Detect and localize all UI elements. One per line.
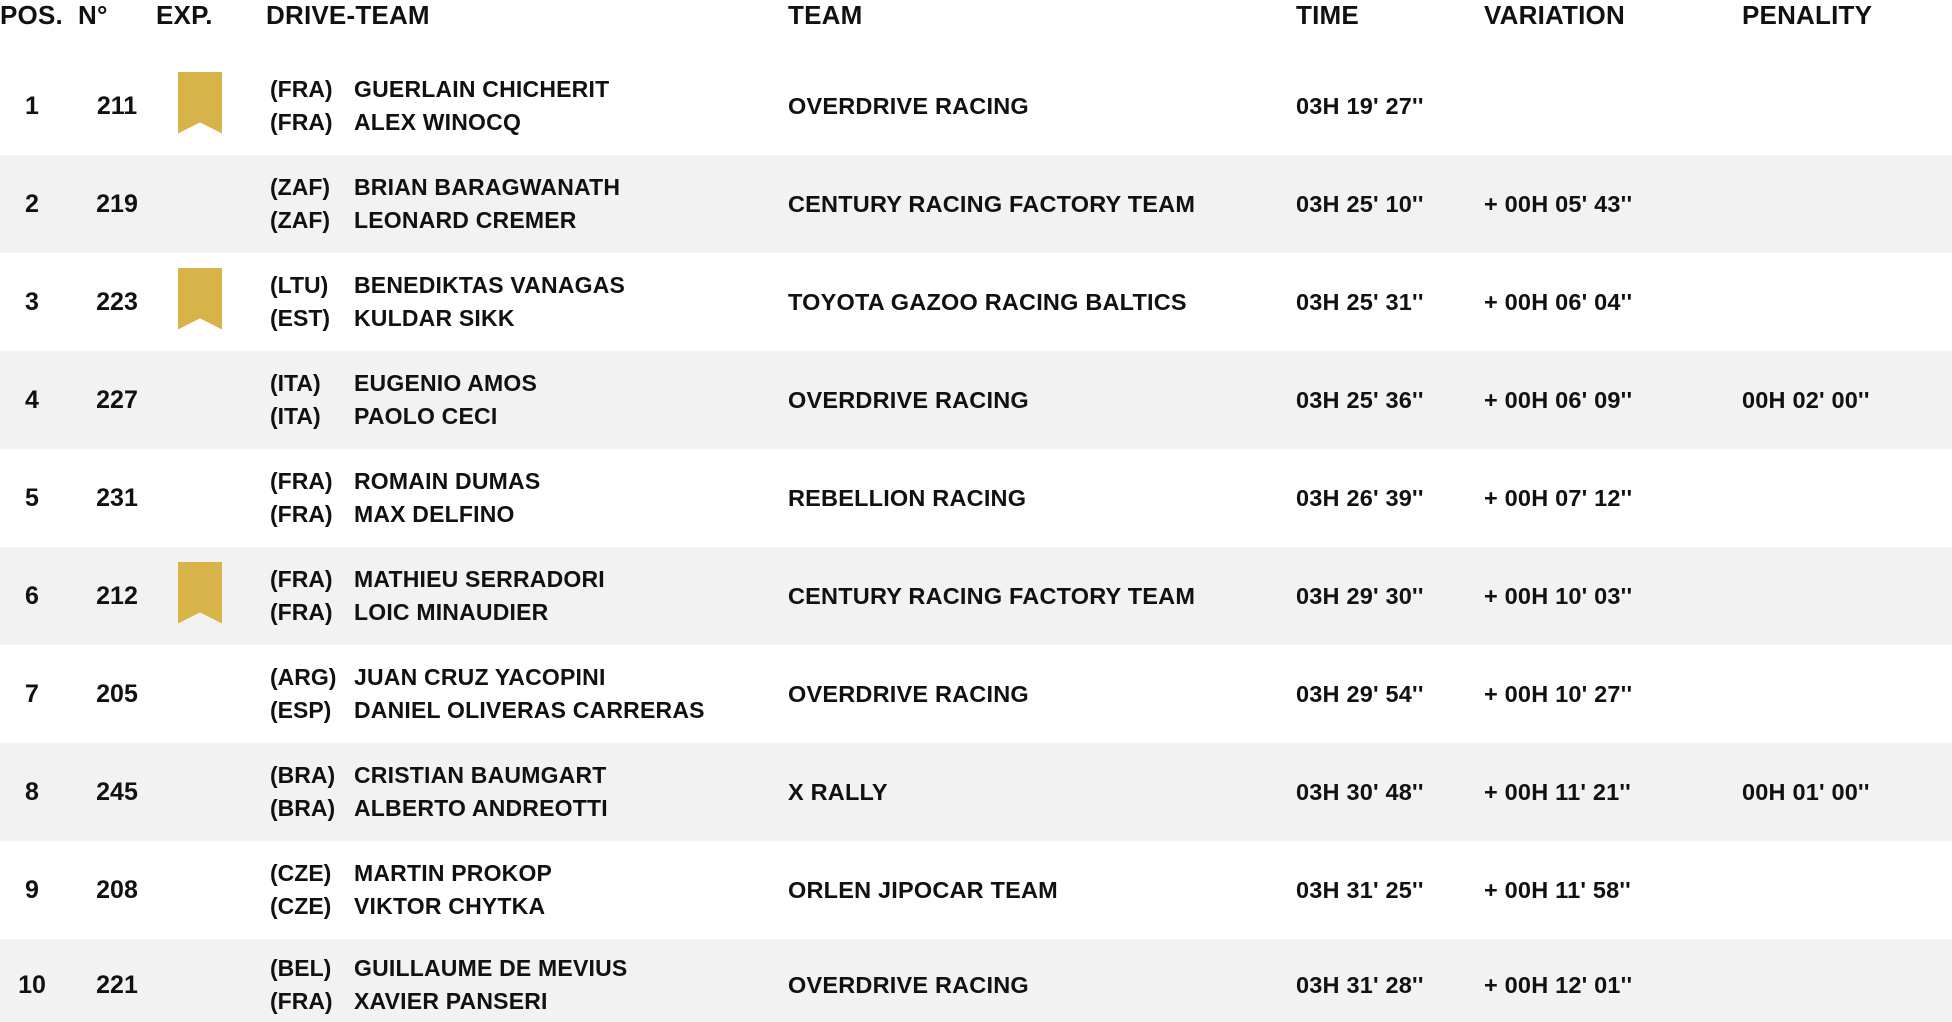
cell-team: CENTURY RACING FACTORY TEAM — [788, 582, 1196, 609]
codriver-name: LOIC MINAUDIER — [354, 599, 549, 625]
driver-nationality: (FRA) — [270, 468, 333, 495]
cell-exp — [156, 155, 266, 253]
codriver-nationality: (CZE) — [270, 893, 332, 919]
cell-time: 03H 31' 25'' — [1296, 876, 1424, 903]
cell-exp — [156, 57, 266, 155]
codriver-line — [270, 694, 788, 727]
experience-flag-icon — [178, 268, 222, 330]
table-row[interactable] — [0, 449, 1952, 547]
cell-number: 231 — [96, 483, 138, 512]
codriver-line — [270, 792, 788, 825]
cell-variation: + 00H 11' 58'' — [1484, 876, 1631, 903]
driver-line — [270, 171, 788, 204]
codriver-nationality: (FRA) — [270, 109, 333, 135]
table-row[interactable] — [0, 841, 1952, 939]
codriver-nationality: (ESP) — [270, 697, 332, 723]
cell-team: CENTURY RACING FACTORY TEAM — [788, 190, 1196, 217]
driver-nationality: (CZE) — [270, 860, 332, 887]
cell-variation: + 00H 12' 01'' — [1484, 971, 1633, 998]
cell-drive-team — [266, 253, 788, 351]
cell-position: 4 — [25, 385, 39, 414]
codriver-name: DANIEL OLIVERAS CARRERAS — [354, 697, 705, 723]
table-body — [0, 57, 1952, 1022]
driver-nationality: (BRA) — [270, 762, 336, 789]
cell-drive-team — [266, 841, 788, 939]
table-row[interactable] — [0, 253, 1952, 351]
codriver-name: VIKTOR CHYTKA — [354, 893, 546, 919]
driver-name: MATHIEU SERRADORI — [354, 566, 605, 593]
codriver-line — [270, 302, 788, 335]
driver-name: CRISTIAN BAUMGART — [354, 762, 607, 789]
cell-time: 03H 30' 48'' — [1296, 778, 1424, 805]
driver-line — [270, 269, 788, 302]
cell-number: 211 — [96, 91, 138, 120]
driver-nationality: (ITA) — [270, 370, 321, 397]
cell-penality — [1742, 547, 1952, 645]
cell-time: 03H 25' 36'' — [1296, 386, 1424, 413]
codriver-name: PAOLO CECI — [354, 403, 498, 429]
driver-line — [270, 952, 788, 985]
driver-nationality: (FRA) — [270, 76, 333, 103]
cell-variation: + 00H 06' 04'' — [1484, 288, 1633, 315]
cell-team: X RALLY — [788, 778, 888, 805]
codriver-name: XAVIER PANSERI — [354, 988, 548, 1014]
cell-number: 223 — [96, 287, 138, 316]
driver-name: EUGENIO AMOS — [354, 370, 538, 397]
cell-time: 03H 25' 10'' — [1296, 190, 1424, 217]
driver-name: ROMAIN DUMAS — [354, 468, 541, 495]
driver-nationality: (ZAF) — [270, 174, 331, 201]
driver-nationality: (LTU) — [270, 272, 329, 299]
cell-variation: + 00H 07' 12'' — [1484, 484, 1633, 511]
cell-time: 03H 19' 27'' — [1296, 92, 1424, 119]
driver-line — [270, 465, 788, 498]
codriver-line — [270, 498, 788, 531]
driver-nationality: (BEL) — [270, 955, 332, 982]
cell-penality — [1742, 155, 1952, 253]
cell-number: 221 — [96, 970, 138, 999]
driver-name: GUERLAIN CHICHERIT — [354, 76, 610, 103]
cell-number: 208 — [96, 875, 138, 904]
cell-drive-team — [266, 547, 788, 645]
cell-position: 2 — [25, 189, 39, 218]
cell-variation: + 00H 05' 43'' — [1484, 190, 1633, 217]
experience-flag-placeholder — [178, 464, 222, 526]
driver-line — [270, 73, 788, 106]
driver-name: MARTIN PROKOP — [354, 860, 553, 887]
codriver-nationality: (FRA) — [270, 501, 333, 527]
cell-exp — [156, 939, 266, 1022]
codriver-line — [270, 985, 788, 1018]
cell-drive-team — [266, 939, 788, 1022]
cell-position: 5 — [25, 483, 39, 512]
driver-name: BRIAN BARAGWANATH — [354, 174, 621, 201]
cell-penality: 00H 02' 00'' — [1742, 386, 1870, 413]
driver-line — [270, 759, 788, 792]
cell-time: 03H 29' 54'' — [1296, 680, 1424, 707]
cell-time: 03H 26' 39'' — [1296, 484, 1424, 511]
column-header-team: TEAM — [788, 0, 863, 30]
column-header-time: TIME — [1296, 0, 1359, 30]
experience-flag-placeholder — [178, 856, 222, 918]
cell-position: 7 — [25, 679, 39, 708]
cell-team: OVERDRIVE RACING — [788, 680, 1029, 707]
table-row[interactable] — [0, 743, 1952, 841]
column-header-number: N° — [78, 0, 108, 30]
table-row[interactable] — [0, 57, 1952, 155]
cell-drive-team — [266, 645, 788, 743]
table-row[interactable] — [0, 547, 1952, 645]
codriver-line — [270, 204, 788, 237]
cell-drive-team — [266, 155, 788, 253]
cell-number: 212 — [96, 581, 138, 610]
cell-variation — [1484, 57, 1742, 155]
cell-time: 03H 29' 30'' — [1296, 582, 1424, 609]
cell-time: 03H 31' 28'' — [1296, 971, 1424, 998]
experience-flag-placeholder — [178, 758, 222, 820]
experience-flag-placeholder — [178, 366, 222, 428]
column-header-drive-team: DRIVE-TEAM — [266, 0, 430, 30]
cell-drive-team — [266, 743, 788, 841]
codriver-nationality: (FRA) — [270, 988, 333, 1014]
codriver-name: MAX DELFINO — [354, 501, 515, 527]
cell-penality — [1742, 449, 1952, 547]
cell-position: 6 — [25, 581, 39, 610]
column-header-penality: PENALITY — [1742, 0, 1873, 30]
cell-exp — [156, 547, 266, 645]
driver-name: JUAN CRUZ YACOPINI — [354, 664, 606, 691]
table-row[interactable] — [0, 645, 1952, 743]
cell-team: OVERDRIVE RACING — [788, 386, 1029, 413]
cell-number: 205 — [96, 679, 138, 708]
cell-number: 219 — [96, 189, 138, 218]
cell-exp — [156, 351, 266, 449]
codriver-name: KULDAR SIKK — [354, 305, 515, 331]
column-header-variation: VARIATION — [1484, 0, 1625, 30]
cell-position: 9 — [25, 875, 39, 904]
table-header-row — [0, 0, 1952, 57]
codriver-line — [270, 400, 788, 433]
codriver-line — [270, 106, 788, 139]
driver-line — [270, 367, 788, 400]
codriver-nationality: (ZAF) — [270, 207, 331, 233]
codriver-name: ALEX WINOCQ — [354, 109, 522, 135]
driver-line — [270, 563, 788, 596]
cell-penality — [1742, 841, 1952, 939]
table-header — [0, 0, 1952, 57]
cell-exp — [156, 449, 266, 547]
cell-penality — [1742, 253, 1952, 351]
cell-position: 3 — [25, 287, 39, 316]
driver-name: BENEDIKTAS VANAGAS — [354, 272, 626, 299]
experience-flag-placeholder — [178, 170, 222, 232]
codriver-nationality: (ITA) — [270, 403, 321, 429]
cell-position: 1 — [25, 91, 39, 120]
cell-team: TOYOTA GAZOO RACING BALTICS — [788, 288, 1187, 315]
driver-nationality: (ARG) — [270, 664, 337, 691]
cell-exp — [156, 841, 266, 939]
cell-team: REBELLION RACING — [788, 484, 1027, 511]
cell-penality: 00H 01' 00'' — [1742, 778, 1870, 805]
cell-penality — [1742, 57, 1952, 155]
cell-exp — [156, 253, 266, 351]
cell-exp — [156, 645, 266, 743]
driver-line — [270, 661, 788, 694]
codriver-name: LEONARD CREMER — [354, 207, 577, 233]
cell-number: 245 — [96, 777, 138, 806]
cell-time: 03H 25' 31'' — [1296, 288, 1424, 315]
codriver-name: ALBERTO ANDREOTTI — [354, 795, 608, 821]
cell-exp — [156, 743, 266, 841]
codriver-line — [270, 890, 788, 923]
codriver-nationality: (BRA) — [270, 795, 336, 821]
table-row[interactable] — [0, 939, 1952, 1022]
column-header-position: POS. — [0, 0, 63, 30]
codriver-nationality: (EST) — [270, 305, 331, 331]
experience-flag-icon — [178, 72, 222, 134]
cell-penality — [1742, 939, 1952, 1022]
cell-team: OVERDRIVE RACING — [788, 971, 1029, 998]
driver-nationality: (FRA) — [270, 566, 333, 593]
cell-drive-team — [266, 57, 788, 155]
driver-name: GUILLAUME DE MEVIUS — [354, 955, 628, 982]
cell-variation: + 00H 11' 21'' — [1484, 778, 1631, 805]
cell-variation: + 00H 10' 27'' — [1484, 680, 1633, 707]
cell-variation: + 00H 06' 09'' — [1484, 386, 1633, 413]
experience-flag-icon — [178, 562, 222, 624]
table-row[interactable] — [0, 351, 1952, 449]
cell-team: ORLEN JIPOCAR TEAM — [788, 876, 1058, 903]
codriver-line — [270, 596, 788, 629]
column-header-exp: EXP. — [156, 0, 213, 30]
experience-flag-placeholder — [178, 660, 222, 722]
experience-flag-placeholder — [178, 951, 222, 1013]
table-row[interactable] — [0, 155, 1952, 253]
codriver-nationality: (FRA) — [270, 599, 333, 625]
cell-penality — [1742, 645, 1952, 743]
cell-drive-team — [266, 351, 788, 449]
cell-drive-team — [266, 449, 788, 547]
cell-position: 10 — [18, 970, 46, 999]
cell-team: OVERDRIVE RACING — [788, 92, 1029, 119]
driver-line — [270, 857, 788, 890]
cell-variation: + 00H 10' 03'' — [1484, 582, 1633, 609]
cell-position: 8 — [25, 777, 39, 806]
cell-number: 227 — [96, 385, 138, 414]
